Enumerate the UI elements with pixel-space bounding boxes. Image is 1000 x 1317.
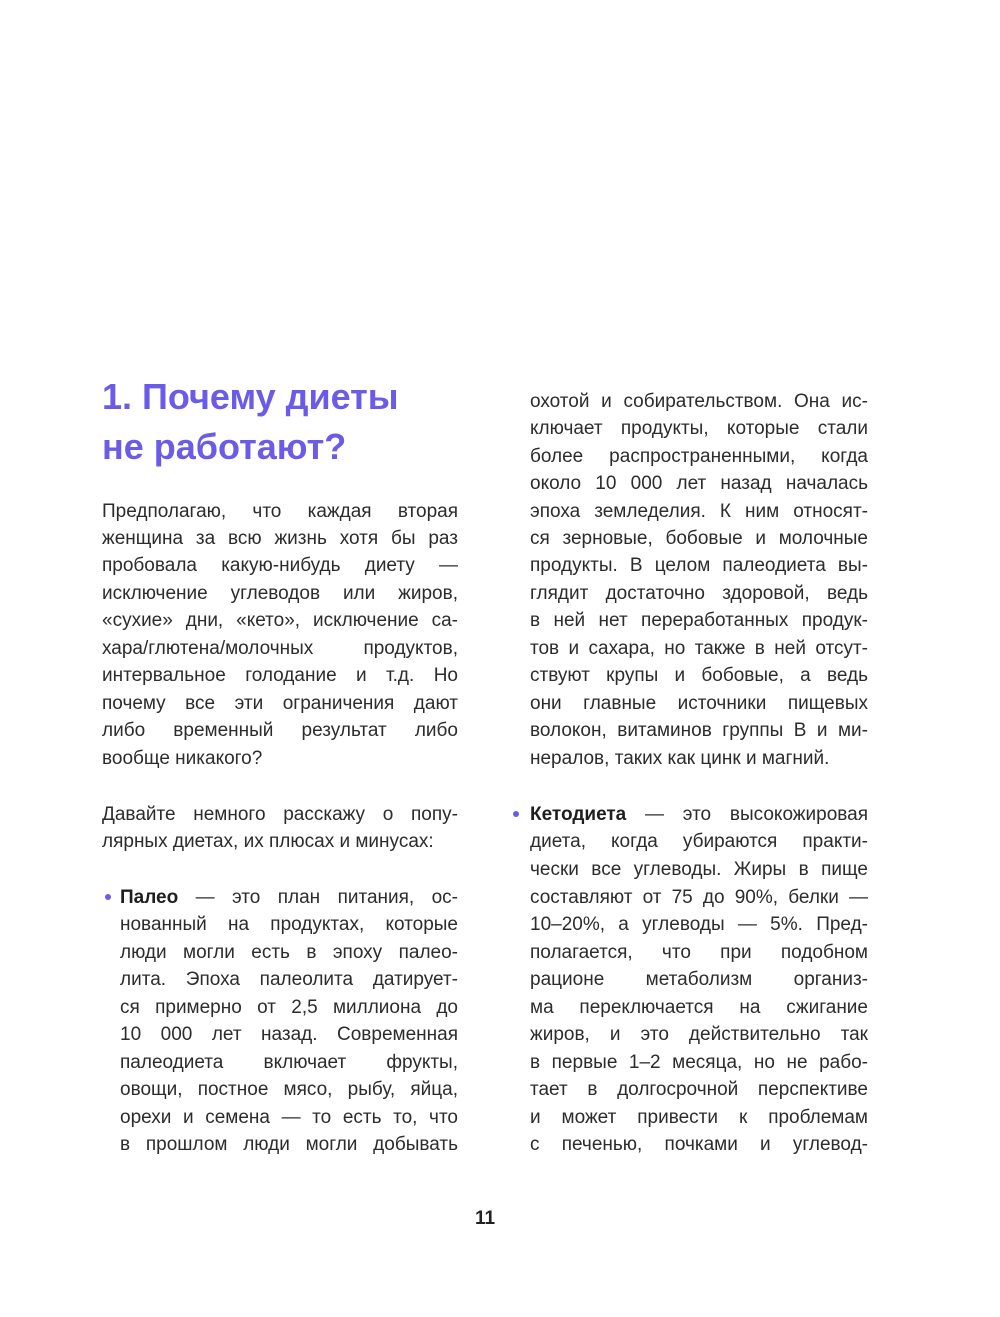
list-item-line: ся примерно от 2,5 миллиона до — [120, 997, 458, 1018]
chapter-heading-line: не работают? — [102, 426, 347, 467]
list-item-line: жиров, и это действительно так — [530, 1024, 868, 1045]
list-item-line: и может привести к проблемам — [530, 1107, 868, 1128]
paragraph-line: пробовала какую-нибудь диету — — [102, 555, 458, 576]
list-item-text: — это план питания, ос- — [178, 887, 458, 908]
paragraph-line: исключение углеводов или жиров, — [102, 583, 458, 604]
list-item-line: волокон, витаминов группы В и ми- — [530, 720, 868, 741]
paragraph-line: интервальное голодание и т.д. Но — [102, 665, 458, 686]
list-item-line: диета, когда убираются практи- — [530, 831, 868, 852]
list-item-line: орехи и семена — то есть то, что — [120, 1107, 458, 1128]
list-item-line: палеодиета включает фрукты, — [120, 1052, 458, 1073]
list-item-line: 10 000 лет назад. Современная — [120, 1024, 458, 1045]
list-item-line: ствуют крупы и бобовые, а ведь — [530, 665, 868, 686]
chapter-heading — [102, 372, 482, 472]
list-item-line: в первые 1–2 месяца, но не рабо- — [530, 1052, 868, 1073]
list-item-line: 10–20%, а углеводы — 5%. Пред- — [530, 914, 868, 935]
list-item-line: рационе метаболизм организ- — [530, 969, 868, 990]
list-item-text: — это высокожировая — [626, 804, 868, 825]
paragraph-line: лярных диетах, их плюсах и минусах: — [102, 831, 434, 852]
bullet-marker — [513, 811, 519, 817]
list-item-line: лита. Эпоха палеолита датирует- — [120, 969, 458, 990]
paragraph-line: хара/глютена/молочных продуктов, — [102, 638, 458, 659]
list-item-line: продукты. В целом палеодиета вы- — [530, 555, 868, 576]
list-item-line: тов и сахара, но также в ней отсут- — [530, 638, 868, 659]
list-item-line: охотой и собирательством. Она ис- — [530, 391, 868, 412]
list-item-line: ключает продукты, которые стали — [530, 418, 868, 439]
paragraph-line: Предполагаю, что каждая вторая — [102, 501, 458, 522]
page-number: 11 — [474, 1208, 496, 1229]
bullet-marker — [105, 894, 111, 900]
list-item-line: с печенью, почками и углевод- — [530, 1134, 868, 1155]
list-item-line: полагается, что при подобном — [530, 942, 868, 963]
paragraph-line: либо временный результат либо — [102, 720, 458, 741]
chapter-heading-line: 1. Почему диеты — [102, 376, 399, 417]
list-item-line: нералов, таких как цинк и магний. — [530, 748, 830, 769]
list-item-line: около 10 000 лет назад началась — [530, 473, 868, 494]
list-item-line: в ней нет переработанных продук- — [530, 610, 868, 631]
list-item-line — [120, 884, 458, 911]
list-item-line: ся зерновые, бобовые и молочные — [530, 528, 868, 549]
list-item-line: составляют от 75 до 90%, белки — — [530, 887, 868, 908]
list-item-line: в прошлом люди могли добывать — [120, 1134, 458, 1155]
list-item-line: более распространенными, когда — [530, 446, 868, 467]
list-item-line: эпоха земледелия. К ним относят- — [530, 501, 868, 522]
list-item-line: тает в долгосрочной перспективе — [530, 1079, 868, 1100]
paragraph-line: Давайте немного расскажу о попу- — [102, 804, 458, 825]
paragraph-line: вообще никакого? — [102, 748, 263, 769]
list-item-line — [530, 801, 868, 828]
list-item-line: овощи, постное мясо, рыбу, яйца, — [120, 1079, 458, 1100]
term-paleo: Палео — [120, 887, 179, 908]
list-item-line: люди могли есть в эпоху палео- — [120, 942, 458, 963]
term-keto: Кетодиета — [530, 804, 627, 825]
paragraph-line: женщина за всю жизнь хотя бы раз — [102, 528, 458, 549]
list-item-line: они главные источники пищевых — [530, 693, 868, 714]
list-item-line: чески все углеводы. Жиры в пище — [530, 859, 868, 880]
list-item-line: нованный на продуктах, которые — [120, 914, 458, 935]
paragraph-line: «сухие» дни, «кето», исключение са- — [102, 610, 458, 631]
paragraph-line: почему все эти ограничения дают — [102, 693, 458, 714]
list-item-line: глядит достаточно здоровой, ведь — [530, 583, 868, 604]
list-item-line: ма переключается на сжигание — [530, 997, 868, 1018]
